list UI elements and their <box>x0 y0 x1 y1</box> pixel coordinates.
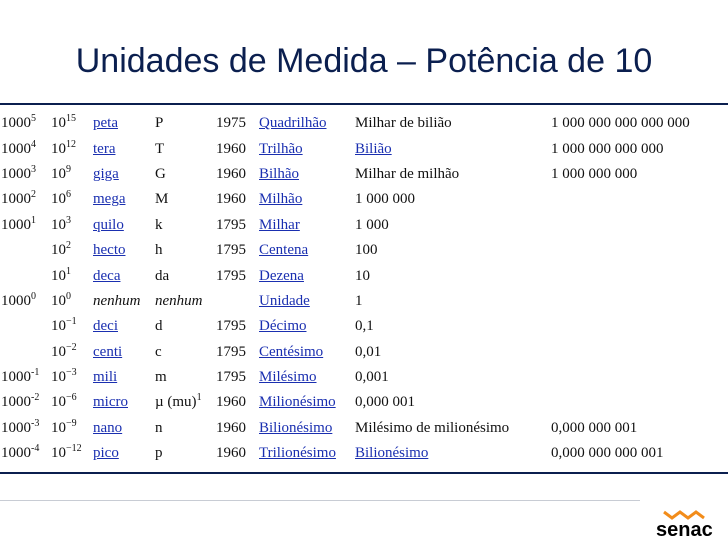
symbol-cell <box>155 213 216 238</box>
year-text: 1795 <box>216 242 246 259</box>
prefix-cell <box>93 416 155 441</box>
symbol-text: nenhum <box>155 292 203 309</box>
long-scale-text: 1 000 000 <box>355 191 415 208</box>
long-scale-text: 0,1 <box>355 318 374 335</box>
symbol-text: M <box>155 191 169 208</box>
power-10-base: 10 <box>51 140 66 157</box>
power-10-exponent: −9 <box>66 417 77 429</box>
value-cell <box>551 213 728 238</box>
table-row <box>0 390 728 415</box>
name-cell <box>259 111 355 136</box>
logo-text: senac <box>656 519 713 540</box>
long-scale-text: 10 <box>355 267 370 284</box>
prefix-link[interactable]: hecto <box>93 242 126 259</box>
power-10-cell <box>51 340 93 365</box>
power-10-cell <box>51 238 93 263</box>
power-10-exponent: −6 <box>66 392 77 404</box>
table-row <box>0 340 728 365</box>
name-cell <box>259 289 355 314</box>
year-cell <box>216 111 259 136</box>
name-link[interactable]: Milionésimo <box>259 394 336 411</box>
power-1000-cell <box>0 136 51 161</box>
symbol-text: P <box>155 115 164 132</box>
prefix-cell <box>93 289 155 314</box>
power-1000-exponent: 4 <box>31 138 36 150</box>
symbol-cell <box>155 365 216 390</box>
value-cell <box>551 441 728 466</box>
power-1000-exponent: 1 <box>31 214 36 226</box>
prefix-cell <box>93 263 155 288</box>
table-row <box>0 213 728 238</box>
year-text: 1960 <box>216 191 246 208</box>
power-1000-cell <box>0 416 51 441</box>
name-cell <box>259 162 355 187</box>
power-10-cell <box>51 314 93 339</box>
symbol-cell <box>155 162 216 187</box>
power-10-exponent: 2 <box>66 240 71 252</box>
prefix-link[interactable]: tera <box>93 140 116 157</box>
name-link[interactable]: Milhar <box>259 216 300 233</box>
power-1000-cell <box>0 289 51 314</box>
long-scale-cell <box>355 340 551 365</box>
name-link[interactable]: Quadrilhão <box>259 115 327 132</box>
symbol-text: T <box>155 140 165 157</box>
year-cell <box>216 314 259 339</box>
table-row <box>0 187 728 212</box>
long-scale-cell <box>355 213 551 238</box>
name-link[interactable]: Trilionésimo <box>259 445 336 462</box>
value-cell <box>551 136 728 161</box>
symbol-cell <box>155 441 216 466</box>
table-row <box>0 263 728 288</box>
power-10-cell <box>51 213 93 238</box>
power-10-cell <box>51 441 93 466</box>
symbol-text: h <box>155 242 163 259</box>
symbol-text: d <box>155 318 163 335</box>
symbol-cell <box>155 289 216 314</box>
power-1000-exponent: 0 <box>31 290 36 302</box>
power-10-base: 10 <box>51 267 66 284</box>
long-scale-cell <box>355 314 551 339</box>
year-text: 1795 <box>216 318 246 335</box>
symbol-cell <box>155 314 216 339</box>
power-10-cell <box>51 263 93 288</box>
value-cell <box>551 416 728 441</box>
prefix-link[interactable]: quilo <box>93 216 124 233</box>
power-1000-base: 1000 <box>1 369 31 386</box>
year-cell <box>216 390 259 415</box>
power-1000-cell <box>0 238 51 263</box>
year-cell <box>216 187 259 212</box>
long-scale-text: Milhar de milhão <box>355 165 460 182</box>
prefix-cell <box>93 238 155 263</box>
table-row <box>0 238 728 263</box>
power-1000-exponent: 5 <box>31 113 36 125</box>
symbol-footnote: 1 <box>196 392 202 404</box>
long-scale-cell <box>355 365 551 390</box>
prefix-cell <box>93 441 155 466</box>
year-text: 1960 <box>216 165 246 182</box>
power-1000-base: 1000 <box>1 216 31 233</box>
power-10-cell <box>51 136 93 161</box>
name-link[interactable]: Bilhão <box>259 165 299 182</box>
power-1000-cell <box>0 162 51 187</box>
value-text: 0,000 000 001 <box>551 419 638 436</box>
name-cell <box>259 187 355 212</box>
power-1000-cell <box>0 314 51 339</box>
power-10-base: 10 <box>51 216 66 233</box>
year-text: 1975 <box>216 115 246 132</box>
year-text: 1795 <box>216 216 246 233</box>
long-scale-text: 0,001 <box>355 369 389 386</box>
value-text: 1 000 000 000 000 <box>551 140 664 157</box>
power-1000-base: 1000 <box>1 419 31 436</box>
name-cell <box>259 365 355 390</box>
power-10-base: 10 <box>51 292 66 309</box>
year-cell <box>216 416 259 441</box>
power-1000-cell <box>0 187 51 212</box>
symbol-text: µ (mu) <box>155 394 197 411</box>
power-1000-cell <box>0 340 51 365</box>
year-text: 1960 <box>216 419 246 436</box>
year-text: 1795 <box>216 267 246 284</box>
long-scale-text: 100 <box>355 242 378 259</box>
units-table-body <box>0 111 728 466</box>
year-cell <box>216 238 259 263</box>
value-cell <box>551 111 728 136</box>
year-cell <box>216 340 259 365</box>
power-10-base: 10 <box>51 445 66 462</box>
power-10-exponent: 9 <box>66 163 71 175</box>
year-text: 1960 <box>216 445 246 462</box>
long-scale-cell <box>355 390 551 415</box>
name-cell <box>259 340 355 365</box>
symbol-text: n <box>155 419 163 436</box>
symbol-cell <box>155 263 216 288</box>
power-10-cell <box>51 187 93 212</box>
power-10-cell <box>51 162 93 187</box>
value-cell <box>551 390 728 415</box>
power-1000-exponent: -3 <box>31 417 40 429</box>
symbol-text: m <box>155 369 167 386</box>
power-10-exponent: −1 <box>66 316 77 328</box>
value-cell <box>551 289 728 314</box>
table-row <box>0 314 728 339</box>
power-1000-cell <box>0 213 51 238</box>
power-10-cell <box>51 390 93 415</box>
prefix-cell <box>93 162 155 187</box>
power-10-cell <box>51 416 93 441</box>
symbol-text: k <box>155 216 163 233</box>
value-cell <box>551 340 728 365</box>
name-cell <box>259 136 355 161</box>
page-title: Unidades de Medida – Potência de 10 <box>75 42 653 80</box>
year-cell <box>216 136 259 161</box>
power-1000-base: 1000 <box>1 140 31 157</box>
name-cell <box>259 263 355 288</box>
power-10-exponent: −2 <box>66 341 77 353</box>
prefix-cell <box>93 365 155 390</box>
name-link[interactable]: Centésimo <box>259 343 324 360</box>
symbol-text: G <box>155 165 166 182</box>
power-1000-base: 1000 <box>1 445 31 462</box>
symbol-text: da <box>155 267 170 284</box>
power-1000-base: 1000 <box>1 115 31 132</box>
symbol-cell <box>155 416 216 441</box>
power-1000-cell <box>0 111 51 136</box>
value-cell <box>551 263 728 288</box>
prefix-link[interactable]: pico <box>93 445 119 462</box>
prefix-text: nenhum <box>93 292 141 309</box>
power-10-exponent: 0 <box>66 290 71 302</box>
power-10-cell <box>51 365 93 390</box>
units-table <box>0 111 728 466</box>
long-scale-text: 1 <box>355 292 363 309</box>
table-row <box>0 289 728 314</box>
symbol-cell <box>155 136 216 161</box>
power-10-base: 10 <box>51 394 66 411</box>
power-10-exponent: 6 <box>66 189 71 201</box>
symbol-cell <box>155 187 216 212</box>
long-scale-link[interactable]: Bilionésimo <box>355 445 429 462</box>
long-scale-text: Milhar de bilião <box>355 115 452 132</box>
symbol-cell <box>155 238 216 263</box>
power-1000-exponent: -4 <box>31 443 40 455</box>
year-cell <box>216 441 259 466</box>
power-10-base: 10 <box>51 369 66 386</box>
year-cell <box>216 162 259 187</box>
power-10-base: 10 <box>51 318 66 335</box>
prefix-link[interactable]: deca <box>93 267 121 284</box>
name-link[interactable]: Unidade <box>259 292 310 309</box>
prefix-link[interactable]: mega <box>93 191 126 208</box>
value-cell <box>551 238 728 263</box>
power-1000-base: 1000 <box>1 165 31 182</box>
long-scale-link[interactable]: Bilião <box>355 140 392 157</box>
power-10-base: 10 <box>51 191 66 208</box>
table-row <box>0 416 728 441</box>
name-link[interactable]: Milhão <box>259 191 303 208</box>
power-10-base: 10 <box>51 115 66 132</box>
power-10-base: 10 <box>51 242 66 259</box>
long-scale-cell <box>355 238 551 263</box>
top-divider <box>0 103 728 105</box>
year-text: 1960 <box>216 394 246 411</box>
symbol-cell <box>155 111 216 136</box>
senac-logo-icon <box>650 506 718 540</box>
year-cell <box>216 263 259 288</box>
senac-logo <box>650 506 718 540</box>
name-link[interactable]: Bilionésimo <box>259 419 333 436</box>
name-cell <box>259 390 355 415</box>
prefix-link[interactable]: centi <box>93 343 123 360</box>
prefix-cell <box>93 136 155 161</box>
power-10-cell <box>51 289 93 314</box>
power-1000-base: 1000 <box>1 292 31 309</box>
prefix-cell <box>93 314 155 339</box>
long-scale-text: 1 000 <box>355 216 389 233</box>
table-row <box>0 441 728 466</box>
long-scale-cell <box>355 136 551 161</box>
footer-line <box>0 500 640 501</box>
value-cell <box>551 314 728 339</box>
power-1000-cell <box>0 390 51 415</box>
value-cell <box>551 162 728 187</box>
power-10-base: 10 <box>51 343 66 360</box>
power-10-exponent: 1 <box>66 265 71 277</box>
year-cell <box>216 213 259 238</box>
power-1000-base: 1000 <box>1 394 31 411</box>
power-1000-cell <box>0 365 51 390</box>
year-cell <box>216 365 259 390</box>
name-cell <box>259 441 355 466</box>
table-row <box>0 136 728 161</box>
power-1000-cell <box>0 263 51 288</box>
long-scale-cell <box>355 187 551 212</box>
prefix-link[interactable]: micro <box>93 394 128 411</box>
value-text: 1 000 000 000 <box>551 165 638 182</box>
power-10-exponent: −3 <box>66 367 77 379</box>
name-link[interactable]: Centena <box>259 242 309 259</box>
long-scale-cell <box>355 289 551 314</box>
name-cell <box>259 213 355 238</box>
power-10-exponent: 15 <box>66 113 76 125</box>
prefix-cell <box>93 213 155 238</box>
power-10-exponent: −12 <box>66 443 82 455</box>
symbol-text: p <box>155 445 163 462</box>
long-scale-text: 0,000 001 <box>355 394 415 411</box>
bottom-divider <box>0 472 728 474</box>
power-1000-base: 1000 <box>1 191 31 208</box>
power-1000-exponent: 3 <box>31 163 36 175</box>
power-1000-exponent: -2 <box>31 392 40 404</box>
year-text: 1795 <box>216 343 246 360</box>
power-10-base: 10 <box>51 165 66 182</box>
prefix-cell <box>93 187 155 212</box>
year-text: 1795 <box>216 369 246 386</box>
name-link[interactable]: Milésimo <box>259 369 317 386</box>
power-1000-exponent: -1 <box>31 367 40 379</box>
prefix-link[interactable]: nano <box>93 419 123 436</box>
name-link[interactable]: Dezena <box>259 267 304 284</box>
symbol-cell <box>155 390 216 415</box>
prefix-cell <box>93 390 155 415</box>
name-link[interactable]: Décimo <box>259 318 307 335</box>
prefix-link[interactable]: peta <box>93 115 118 132</box>
table-row <box>0 162 728 187</box>
long-scale-text: 0,01 <box>355 343 382 360</box>
value-text: 0,000 000 000 001 <box>551 445 664 462</box>
value-cell <box>551 187 728 212</box>
power-1000-cell <box>0 441 51 466</box>
symbol-cell <box>155 340 216 365</box>
name-cell <box>259 416 355 441</box>
name-cell <box>259 238 355 263</box>
value-cell <box>551 365 728 390</box>
name-cell <box>259 314 355 339</box>
symbol-text: c <box>155 343 162 360</box>
year-text: 1960 <box>216 140 246 157</box>
prefix-link[interactable]: deci <box>93 318 118 335</box>
power-10-cell <box>51 111 93 136</box>
long-scale-cell <box>355 162 551 187</box>
power-10-base: 10 <box>51 419 66 436</box>
table-row <box>0 111 728 136</box>
long-scale-cell <box>355 111 551 136</box>
prefix-cell <box>93 340 155 365</box>
long-scale-cell <box>355 441 551 466</box>
prefix-link[interactable]: mili <box>93 369 118 386</box>
long-scale-cell <box>355 416 551 441</box>
power-10-exponent: 3 <box>66 214 71 226</box>
long-scale-text: Milésimo de milionésimo <box>355 419 510 436</box>
table-row <box>0 365 728 390</box>
power-10-exponent: 12 <box>66 138 76 150</box>
long-scale-cell <box>355 263 551 288</box>
prefix-link[interactable]: giga <box>93 165 119 182</box>
year-cell <box>216 289 259 314</box>
name-link[interactable]: Trilhão <box>259 140 303 157</box>
power-1000-exponent: 2 <box>31 189 36 201</box>
prefix-cell <box>93 111 155 136</box>
value-text: 1 000 000 000 000 000 <box>551 115 690 132</box>
